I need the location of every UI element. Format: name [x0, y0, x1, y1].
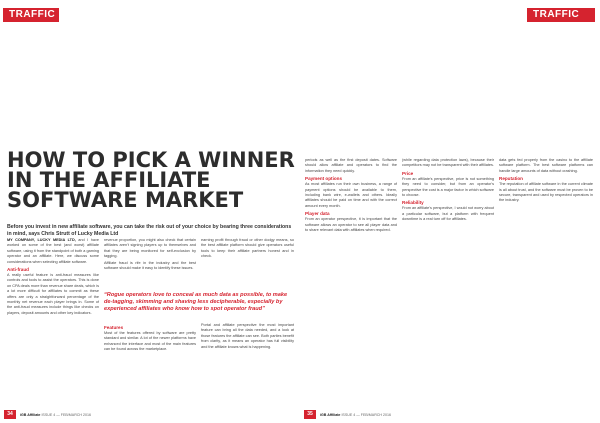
headline-line-1: HOW TO PICK A WINNER: [7, 148, 295, 172]
subhead-reputation: Reputation: [499, 176, 523, 182]
subhead-anti-fraud: Anti-fraud: [7, 267, 29, 273]
left-column-3-lower: [201, 323, 294, 408]
left-column-1: [7, 238, 99, 408]
article-headline: [7, 150, 295, 210]
intro-text: and I have worked on some of the best (and worst) affiliate software, using it from the standpoint of both a gaming operator and an affiliate. Here, we discuss some considerations when selecting affiliate software.: [7, 238, 99, 264]
paragraph-features: Most of the features offered by software are pretty standard and similar. A lot of the newer platforms have enhanced the interface and most of the main features can be found across the marketplace.: [104, 331, 196, 352]
intro-paragraph: [7, 238, 99, 265]
left-column-3: [201, 238, 294, 290]
page-number: 35: [304, 410, 316, 419]
paragraph-anti-fraud: A really useful feature is anti-fraud measures like controls and tools to assist the operators. This is done on CPA deals more than revenue share deals, which is a lot more difficult for affiliates to commit as these offers are only a straightforward percentage of the monthly net revenue each player brings in. Some of the anti-fraud measures include things like checks on players, deposit amounts and other key indicators.: [7, 273, 99, 315]
left-column-2-lower: [104, 323, 196, 408]
paragraph-price: From an affiliate's perspective, price is not something they need to consider, but from an operator's perspective the cost is a major factor in which software to choose.: [402, 176, 494, 198]
paragraph: earning profit through fraud or other dodgy means, so the best affiliate platform should give operators useful tools to keep their affiliate partners honest and in check.: [201, 238, 294, 259]
paragraph: data gets fed properly from the casino to the affiliate software platform. The best software platforms can handle large amounts of data without crashing.: [499, 158, 593, 173]
subhead-reliability: Reliability: [402, 200, 424, 206]
paragraph: Portal and affiliate perspective the most important feature can bring all the data needed, and a look at those features the affiliate can see. Both parties benefit from clarity, as it means an operator has full visibility and the affiliate knows what is happening.: [201, 323, 294, 349]
footer-publication: iGB Affiliate: [320, 413, 341, 417]
paragraph-payment: As most affiliates run their own business, a range of payment options should be available to them, including bank wire, e-wallets and others. Ideally affiliates should be paid on time and with the correct amount every month.: [305, 182, 397, 208]
paragraph-player-data: From an operator perspective, it is important that the software allows an operator to see all player data and to share relevant data with affiliates when required.: [305, 217, 397, 233]
paragraph-reputation: The reputation of affiliate software in the current climate is all about trust, and the software must be proven to be secure, transparent and used by respected operators in the industry.: [499, 182, 593, 203]
page-footer: [20, 411, 270, 419]
paragraph: Affiliate fraud is rife in the industry and the best software should make it easy to identify these issues.: [104, 260, 196, 271]
paragraph: revenue proportion, you might also check that certain affiliates aren't signing players up to themselves and that they are being monitored for self-exclusion by tagging.: [104, 238, 196, 259]
footer-issue: ISSUE 4 — FEB/MARCH 2016: [41, 413, 91, 417]
page-number: 34: [4, 410, 16, 419]
paragraph-reliability: From an affiliate's perspective, I would not worry about a particular software, but a platform with frequent downtime is a real turn off for affiliates.: [402, 206, 494, 222]
section-tab: TRAFFIC: [3, 8, 59, 22]
left-column-2: [104, 238, 196, 290]
footer-issue: ISSUE 4 — FEB/MARCH 2016: [341, 413, 391, 417]
paragraph: periods as well as the first deposit dates. Software should allow affiliate and operators to find the information they need quickly.: [305, 158, 397, 173]
page-footer: [320, 411, 570, 419]
paragraph: (while regarding data protection laws), because their competitors may not be transparent with their affiliates.: [402, 158, 494, 168]
subhead-price: Price: [402, 170, 414, 176]
section-tab: TRAFFIC: [527, 8, 595, 22]
headline-line-3: SOFTWARE MARKET: [7, 188, 244, 212]
right-page: [300, 0, 600, 423]
pull-quote: “Rogue operators love to conceal as much data as possible, to make de-tagging, skimming and shaving less decipherable, especially by experienced affiliates who know how to spot operator fraud”: [104, 292, 288, 312]
article-standfirst: Before you invest in new affiliate software, you can take the risk out of your choice by bearing three considerations in mind, says Chris Strutt of Lucky Media Ltd: [7, 224, 292, 237]
subhead-player-data: Player data: [305, 211, 330, 217]
subhead-payment-options: Payment options: [305, 176, 343, 182]
drop-lead: MY COMPANY, LUCKY MEDIA LTD,: [7, 238, 76, 242]
right-column-1: [305, 158, 397, 408]
right-column-2: [402, 158, 494, 408]
footer-publication: iGB Affiliate: [20, 413, 41, 417]
headline-line-2: IN THE AFFILIATE: [7, 168, 211, 192]
right-column-3: [499, 158, 593, 408]
subhead-features: Features: [104, 325, 124, 330]
